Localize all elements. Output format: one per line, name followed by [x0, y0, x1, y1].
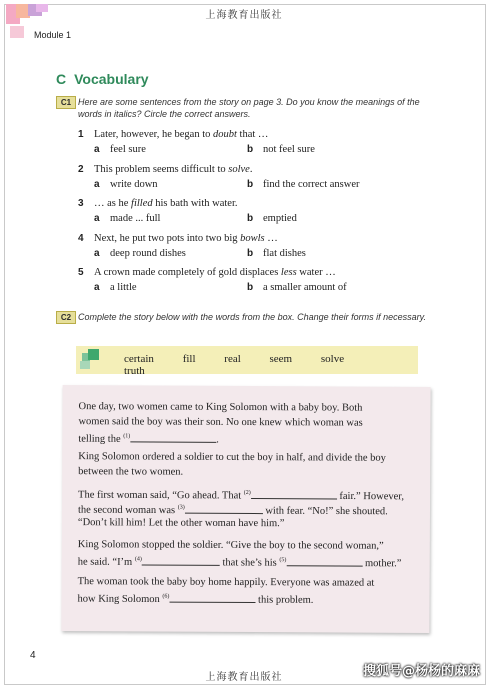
option-b[interactable] — [247, 281, 347, 294]
option-text: made ... full — [110, 213, 161, 224]
option-text: flat dishes — [263, 248, 306, 259]
option-letter: b — [247, 213, 254, 224]
answer-blank[interactable] — [130, 431, 216, 442]
option-text: emptied — [263, 213, 297, 224]
answer-blank[interactable] — [185, 502, 263, 513]
story-line: One day, two women came to King Solomon with a baby boy. Both — [78, 401, 363, 414]
answer-blank[interactable] — [169, 591, 255, 602]
question-text: . — [249, 164, 253, 175]
story-line: telling the $^{(1)}$ . — [78, 429, 418, 449]
option-letter: b — [247, 179, 254, 190]
question-number: 3 — [78, 198, 84, 209]
option-letter: b — [247, 282, 254, 293]
question-2 — [78, 163, 418, 176]
page-number: 4 — [30, 650, 36, 661]
option-letter: b — [247, 248, 254, 259]
option-a[interactable] — [94, 212, 160, 225]
blank-number: (1) — [123, 433, 131, 440]
option-text: deep round dishes — [110, 248, 186, 259]
question-text: … as he — [94, 198, 132, 209]
option-text: find the correct answer — [263, 179, 360, 190]
question-number: 1 — [78, 129, 84, 140]
option-letter: a — [94, 282, 100, 293]
question-text: A crown made completely of gold displaces — [94, 267, 281, 278]
watermark: 搜狐号@杨杨的麻麻 — [362, 664, 480, 679]
word-item: truth — [124, 365, 145, 377]
option-text: not feel sure — [263, 144, 315, 155]
option-b[interactable] — [247, 178, 360, 191]
option-a[interactable] — [94, 281, 137, 294]
question-text: This problem seems difficult to — [94, 164, 229, 175]
corner-decoration — [10, 26, 24, 38]
story-line: King Solomon ordered a soldier to cut the boy in half, and divide the boy — [78, 451, 386, 464]
word-item: certain — [124, 353, 154, 365]
blank-number: (6) — [162, 593, 170, 600]
option-text: a little — [110, 282, 137, 293]
c2-instruction: Complete the story below with the words from the box. Change their forms if necessary. — [78, 312, 426, 322]
question-number: 4 — [78, 233, 84, 244]
italic-word: doubt — [212, 129, 237, 140]
italic-word: solve — [228, 164, 250, 175]
answer-blank[interactable] — [251, 488, 337, 499]
word-item: real — [224, 353, 241, 365]
story-line: King Solomon stopped the soldier. “Give the boy to the second woman,” — [77, 539, 384, 552]
c1-instruction: Here are some sentences from the story on page 3. Do you know the meanings of the words in italics? Circle the correct answers. — [78, 97, 420, 119]
publisher-footer: 上海教育出版社 — [205, 672, 283, 683]
question-5 — [78, 266, 418, 279]
story-line: “Don’t kill him! Let the other woman have him.” — [77, 517, 285, 530]
option-letter: a — [94, 248, 100, 259]
answer-blank[interactable] — [142, 554, 220, 565]
word-item: fill — [182, 353, 196, 365]
story-line: The first woman said, “Go ahead. That $^{(2)}$ fair.” However, — [78, 485, 418, 505]
question-1 — [78, 128, 418, 141]
question-text: water … — [296, 267, 336, 278]
question-text: … — [264, 233, 278, 244]
question-4 — [78, 232, 418, 245]
question-text: that … — [236, 129, 269, 140]
question-text: his bath with water. — [152, 198, 238, 209]
option-letter: a — [94, 144, 100, 155]
answer-blank[interactable] — [286, 555, 362, 566]
c2-badge: C2 — [56, 311, 76, 324]
question-text: Next, he put two pots into two big — [94, 233, 241, 244]
option-b[interactable] — [247, 143, 315, 156]
option-text: write down — [110, 179, 158, 190]
option-letter: b — [247, 144, 254, 155]
blank-number: (3) — [177, 504, 185, 511]
story-line: between the two women. — [78, 466, 184, 478]
section-name: Vocabulary — [74, 71, 149, 87]
blank-number: (2) — [243, 489, 251, 497]
story-line: how King Solomon $^{(6)}$ this problem. — [77, 589, 417, 609]
story-paper — [61, 385, 430, 633]
option-letter: a — [94, 213, 100, 224]
c1-badge: C1 — [56, 96, 76, 109]
option-letter: a — [94, 179, 100, 190]
option-a[interactable] — [94, 143, 146, 156]
story-line: women said the boy was their son. No one knew which woman was — [78, 416, 363, 429]
word-box — [76, 346, 418, 377]
box-decoration — [88, 349, 99, 360]
italic-word: filled — [131, 198, 153, 209]
word-item: seem — [269, 353, 293, 365]
option-b[interactable] — [247, 247, 306, 260]
word-item: solve — [320, 353, 345, 365]
blank-number: (5) — [279, 557, 287, 564]
option-text: feel sure — [110, 144, 146, 155]
italic-word: bowls — [240, 233, 265, 244]
question-3 — [78, 197, 418, 210]
box-decoration — [80, 361, 90, 369]
blank-number: (4) — [134, 556, 142, 563]
section-letter: C — [56, 71, 67, 87]
section-title — [56, 71, 149, 87]
story-line: The woman took the baby boy home happily. Everyone was amazed at — [77, 576, 375, 589]
question-number: 5 — [78, 267, 84, 278]
word-list — [124, 353, 418, 377]
option-text: a smaller amount of — [263, 282, 347, 293]
module-label: Module 1 — [34, 30, 72, 40]
option-a[interactable] — [94, 178, 158, 191]
option-b[interactable] — [247, 212, 297, 225]
publisher-header: 上海教育出版社 — [205, 10, 283, 21]
italic-word: less — [280, 267, 297, 278]
question-text: Later, however, he began to — [94, 129, 213, 140]
question-number: 2 — [78, 164, 84, 175]
story-line: he said. “I’m $^{(4)}$ that she’s his $^{(5)}$ mother.” — [78, 552, 418, 572]
option-a[interactable] — [94, 247, 186, 260]
story-line: the second woman was $^{(3)}$ with fear. “No!” she shouted. — [78, 500, 418, 520]
